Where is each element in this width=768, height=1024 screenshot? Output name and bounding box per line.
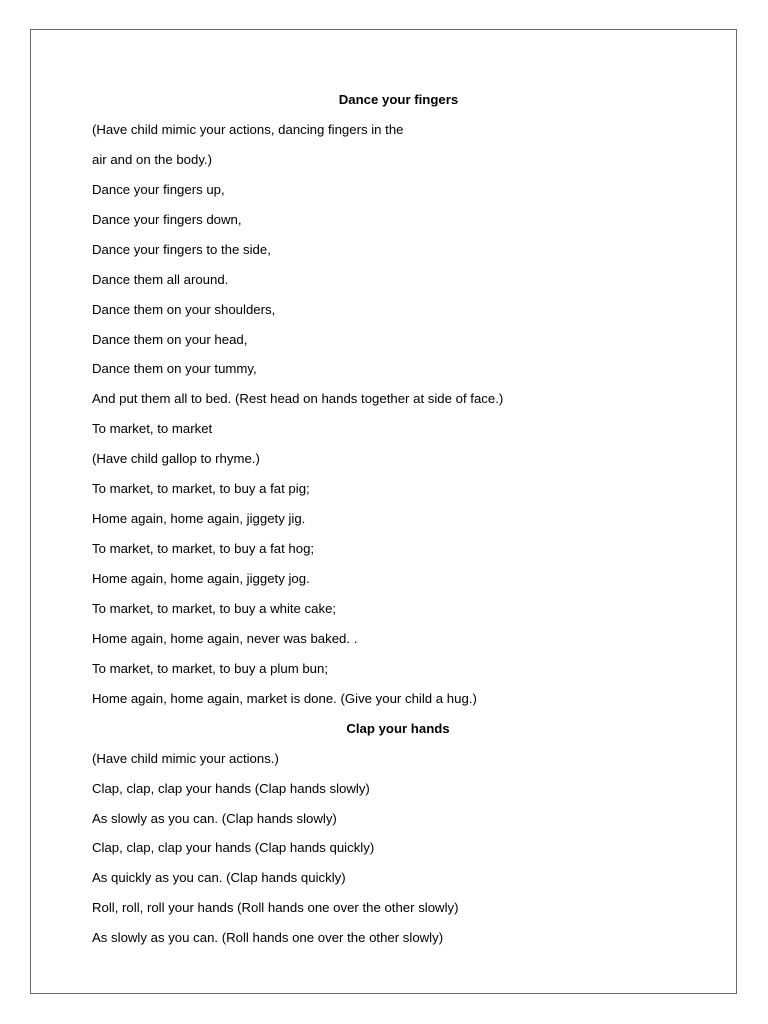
text-line: To market, to market, to buy a fat hog; (92, 541, 315, 557)
text-line: To market, to market, to buy a fat pig; (92, 481, 310, 497)
text-line: (Have child mimic your actions, dancing fingers in the (92, 121, 404, 137)
rhyme-title-to-market: To market, to market (92, 421, 213, 437)
document-page (30, 29, 737, 994)
text-line: To market, to market, to buy a white cake; (92, 600, 337, 616)
text-line: (Have child mimic your actions.) (92, 750, 279, 766)
text-line: (Have child gallop to rhyme.) (92, 451, 260, 467)
text-line: Dance them on your tummy, (92, 361, 257, 377)
text-line: Dance them on your shoulders, (92, 301, 276, 317)
text-line: Home again, home again, jiggety jog. (92, 571, 310, 586)
text-line: Dance your fingers up, (92, 181, 225, 197)
text-line: air and on the body.) (92, 151, 212, 167)
text-line: Clap, clap, clap your hands (Clap hands slowly) (92, 780, 370, 796)
text-line: Dance them on your head, (92, 331, 248, 347)
text-line: Home again, home again, never was baked. . (92, 630, 358, 646)
rhyme-title-dance-your-fingers: Dance your fingers (338, 92, 459, 107)
rhyme-title-clap-your-hands: Clap your hands (346, 720, 450, 736)
text-line: And put them all to bed. (Rest head on hands together at side of face.) (92, 391, 504, 407)
document-body (92, 85, 702, 953)
text-line: Dance your fingers to the side, (92, 241, 271, 257)
text-line: As slowly as you can. (Roll hands one over the other slowly) (92, 930, 444, 946)
text-line: To market, to market, to buy a plum bun; (92, 660, 329, 676)
text-line: Clap, clap, clap your hands (Clap hands quickly) (92, 840, 375, 856)
text-line: As slowly as you can. (Clap hands slowly) (92, 810, 337, 826)
text-line: As quickly as you can. (Clap hands quickly) (92, 870, 346, 886)
text-line: Home again, home again, jiggety jig. (92, 511, 306, 527)
text-line: Home again, home again, market is done. (Give your child a hug.) (92, 690, 477, 706)
text-line: Dance them all around. (92, 271, 229, 287)
text-line: Dance your fingers down, (92, 211, 242, 227)
text-line: Roll, roll, roll your hands (Roll hands one over the other slowly) (92, 900, 459, 916)
